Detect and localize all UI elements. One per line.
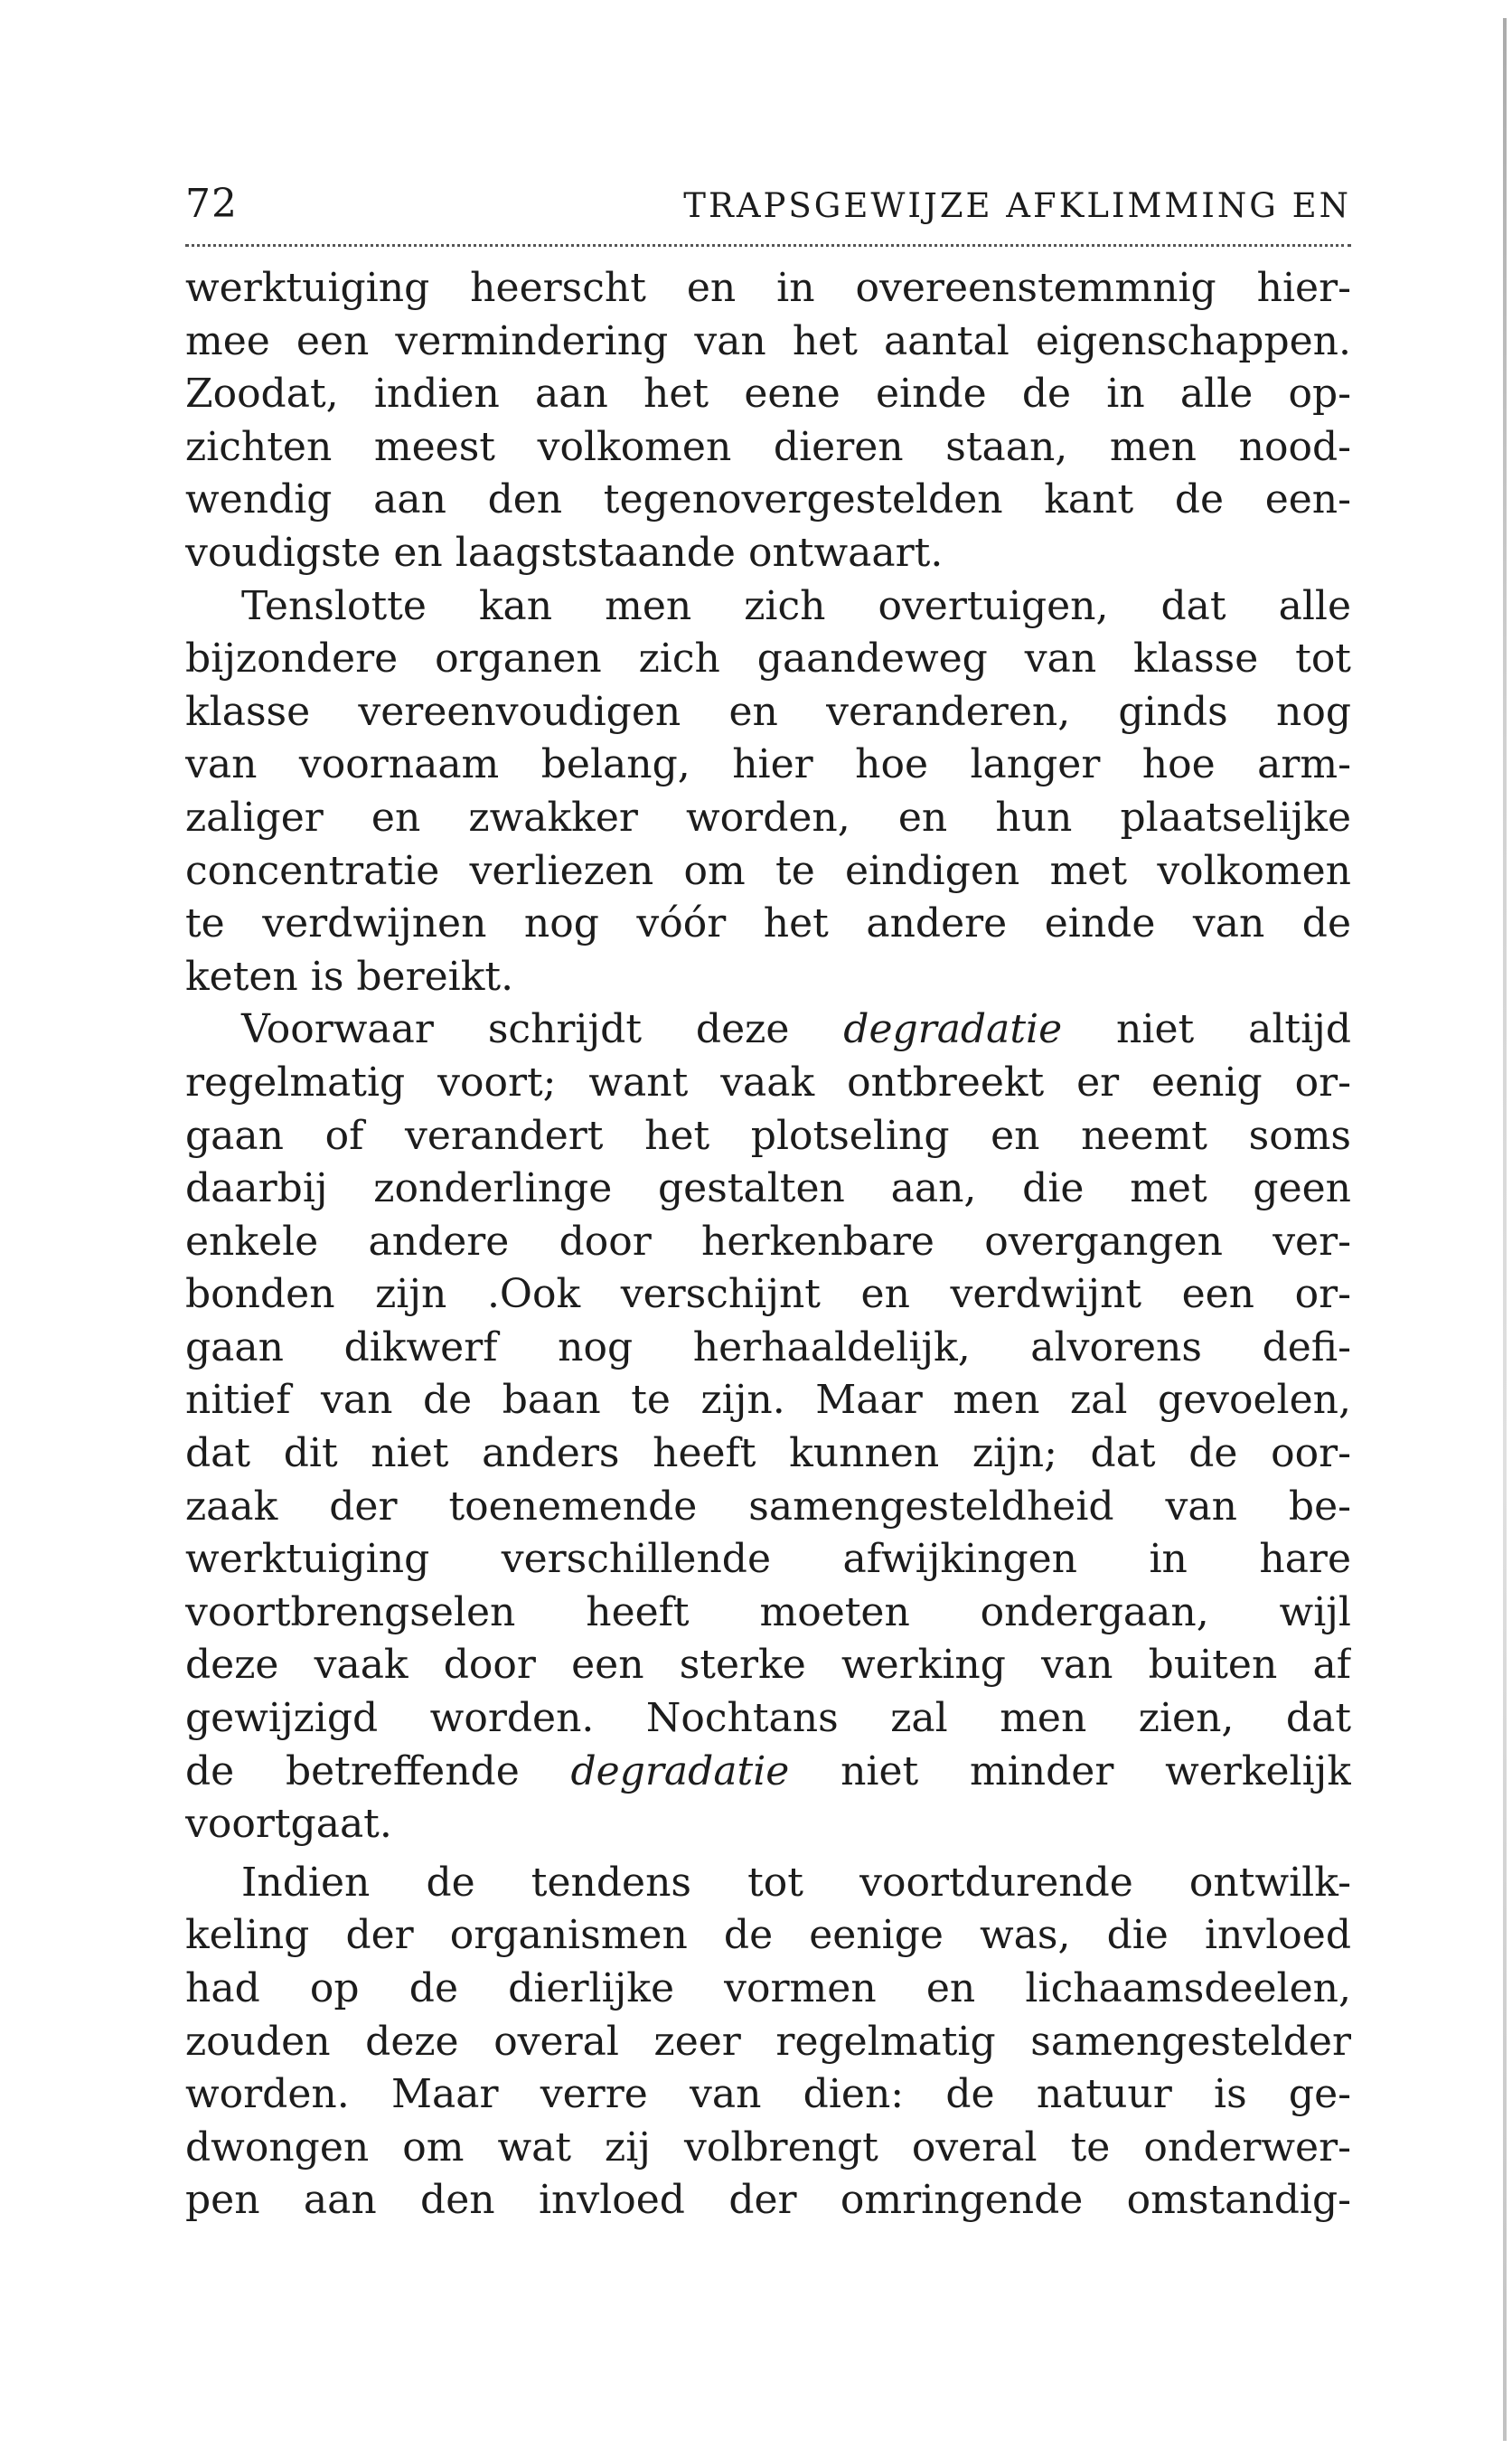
text-line: voudigste en laagststaande ontwaart. — [185, 529, 944, 576]
text-line: deze vaak door een sterke werking van buiten af — [185, 1642, 1351, 1689]
text-line: bijzondere organen zich gaandeweg van klasse tot — [185, 636, 1351, 683]
page-edge-shadow — [1503, 18, 1507, 2441]
italic-term: degradatie — [843, 1006, 1063, 1053]
text-line: van voornaam belang, hier hoe langer hoe arm- — [185, 741, 1351, 788]
text-segment: niet minder werkelijk — [789, 1747, 1351, 1794]
text-line: regelmatig voort; want vaak ontbreekt er eenig or- — [185, 1059, 1351, 1106]
text-line: werktuiging verschillende afwijkingen in hare — [185, 1536, 1351, 1583]
running-head: TRAPSGEWIJZE AFKLIMMING EN — [683, 186, 1351, 225]
text-line: voortgaat. — [185, 1801, 392, 1848]
text-line: nitief van de baan te zijn. Maar men zal gevoelen, — [185, 1377, 1351, 1424]
text-line: worden. Maar verre van dien: de natuur is ge- — [185, 2071, 1351, 2118]
text-line: keten is bereikt. — [185, 953, 514, 1000]
text-line: had op de dierlijke vormen en lichaamsdeelen, — [185, 1965, 1351, 2011]
page-number: 72 — [185, 181, 238, 227]
text-line: Tenslotte kan men zich overtuigen, dat alle — [241, 582, 1351, 629]
text-line — [185, 1746, 1351, 1799]
text-segment: Voorwaar schrijdt deze — [241, 1006, 844, 1053]
text-segment: niet altijd — [1062, 1006, 1351, 1053]
text-line: Indien de tendens tot voortdurende ontwilk- — [241, 1859, 1351, 1906]
text-line: dat dit niet anders heeft kunnen zijn; dat de oor- — [185, 1430, 1351, 1477]
text-line: gaan of verandert het plotseling en neemt soms — [185, 1112, 1351, 1159]
text-line: werktuiging heerscht en in overeenstemmnig hier- — [185, 265, 1351, 311]
text-segment: de betreffende — [185, 1747, 571, 1794]
text-line: zaliger en zwakker worden, en hun plaatselijke — [185, 794, 1351, 841]
text-line: mee een vermindering van het aantal eigenschappen. — [185, 317, 1351, 364]
text-line: wendig aan den tegenovergestelden kant de een- — [185, 476, 1351, 523]
text-line: gewijzigd worden. Nochtans zal men zien, dat — [185, 1695, 1351, 1742]
text-line: enkele andere door herkenbare overgangen ver- — [185, 1218, 1351, 1265]
text-line: gaan dikwerf nog herhaaldelijk, alvorens defi- — [185, 1323, 1351, 1370]
italic-term: degradatie — [570, 1747, 790, 1794]
text-line: zouden deze overal zeer regelmatig samengestelder — [185, 2018, 1351, 2065]
text-line: keling der organismen de eenige was, die invloed — [185, 1912, 1351, 1959]
text-line: dwongen om wat zij volbrengt overal te onderwer- — [185, 2124, 1351, 2171]
text-line: concentratie verliezen om te eindigen met volkomen — [185, 847, 1351, 894]
text-line: zichten meest volkomen dieren staan, men nood- — [185, 423, 1351, 470]
body-text — [185, 262, 1351, 2227]
text-line: bonden zijn .Ook verschijnt en verdwijnt een or- — [185, 1271, 1351, 1318]
text-line: voortbrengselen heeft moeten ondergaan, wijl — [185, 1588, 1351, 1635]
text-line: te verdwijnen nog vóór het andere einde van de — [185, 900, 1351, 947]
text-line: daarbij zonderlinge gestalten aan, die met geen — [185, 1165, 1351, 1212]
text-line: pen aan den invloed der omringende omstandig- — [185, 2177, 1351, 2224]
text-line: Zoodat, indien aan het eene einde de in alle op- — [185, 371, 1351, 418]
text-line: klasse vereenvoudigen en veranderen, ginds nog — [185, 688, 1351, 735]
text-line: zaak der toenemende samengesteldheid van be- — [185, 1483, 1351, 1530]
page-header — [185, 181, 1351, 247]
text-line — [185, 1003, 1351, 1057]
